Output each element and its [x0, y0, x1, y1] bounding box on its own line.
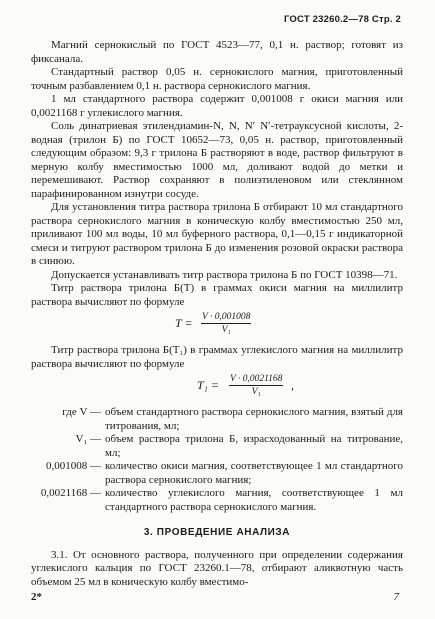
paragraph: Соль динатриевая этилендиамин-N, N, N′ N′-тетрауксусной кислоты, 2-водная (трилон Б) по ГОСТ 10652—73, 0,05 н. раствор, приготовленный следующим образом: 9,3 г трилона Б растворяют в воде, раствор фильтруют в мерную колбу вместимостью 1000 мл, доливают водой до метки и перемешивают. Раствор сохраняют в полиэтиленовом или стеклянном парафинированном изнутри сосуде.	[31, 120, 403, 200]
definition-desc: объем стандартного раствора сернокислого магния, взятый для титрования, мл;	[105, 406, 403, 432]
paragraph: Стандартный раствор 0,05 н. сернокислого магния, приготовленный точным разбавлением 0,1 н. раствора сернокислого магния.	[31, 66, 403, 92]
paragraph: 3.1. От основного раствора, полученного при определении содержания углекислого кальция по ГОСТ 23260.1—78, отбирают аликвотную часть объемом 25 мл в коническую колбу вместимо-	[31, 548, 403, 588]
signature-mark: 2*	[31, 590, 42, 603]
formula-lhs: T =	[175, 316, 193, 330]
definition-item	[31, 406, 403, 433]
section-heading: 3. ПРОВЕДЕНИЕ АНАЛИЗА	[143, 527, 291, 538]
fraction-numerator: V · 0,001008	[202, 312, 251, 322]
paragraph: Титр раствора трилона Б(T₁) в граммах углекислого магния на миллилитр раствора вычисляют по формуле	[31, 344, 403, 370]
definition-item	[31, 460, 403, 487]
standard-header: ГОСТ 23260.2—78 Стр. 2	[283, 14, 401, 25]
paragraph: Магний сернокислый по ГОСТ 4523—77, 0,1 н. раствор; готовят из фиксанала.	[31, 39, 403, 65]
definition-term: 0,001008 —	[46, 460, 101, 472]
definition-item	[31, 433, 403, 460]
formula-t1	[31, 374, 403, 401]
fraction	[201, 312, 251, 336]
formula-lhs: T₁ =	[197, 378, 219, 392]
paragraph: Для установления титра раствора трилона Б отбирают 10 мл стандартного раствора сернокислого магния в коническую колбу вместимостью 250 мл, приливают 100 мл воды, 10 мл буферного раствора, 0,1—0,15 г индикаторной смеси и титруют раствором трилона Б до изменения розовой окраски раствора в синюю.	[31, 201, 403, 267]
paragraph: Допускается устанавливать титр раствора трилона Б по ГОСТ 10398—71.	[51, 268, 398, 281]
fraction	[229, 374, 283, 398]
formula-comma: ,	[291, 378, 294, 392]
document-body	[31, 39, 403, 589]
definition-term: 0,0021168 —	[40, 487, 101, 499]
definition-term: V₁ —	[75, 433, 101, 445]
paragraph: Титр раствора трилона Б(T) в граммах окиси магния на миллилитр раствора вычисляют по формуле	[31, 282, 403, 308]
fraction-denominator: V₁	[221, 325, 231, 335]
definition-desc: объем раствора трилона Б, израсходованный на титрование, мл;	[105, 433, 403, 459]
page-footer	[31, 591, 399, 605]
page-number: 7	[393, 590, 399, 603]
fraction-denominator: V₁	[251, 387, 261, 397]
definition-desc: количество углекислого магния, соответствующее 1 мл стандартного раствора сернокислого магния.	[105, 487, 403, 513]
definition-desc: количество окиси магния, соответствующее 1 мл стандартного раствора сернокислого магния;	[105, 460, 403, 486]
paragraph: 1 мл стандартного раствора содержит 0,001008 г окиси магния или 0,0021168 г углекислого магния.	[31, 93, 403, 119]
formula-t	[31, 312, 403, 339]
definition-term: где V —	[62, 406, 101, 418]
definitions-list	[31, 406, 403, 514]
definition-item	[31, 487, 403, 514]
fraction-numerator: V · 0,0021168	[230, 374, 283, 384]
